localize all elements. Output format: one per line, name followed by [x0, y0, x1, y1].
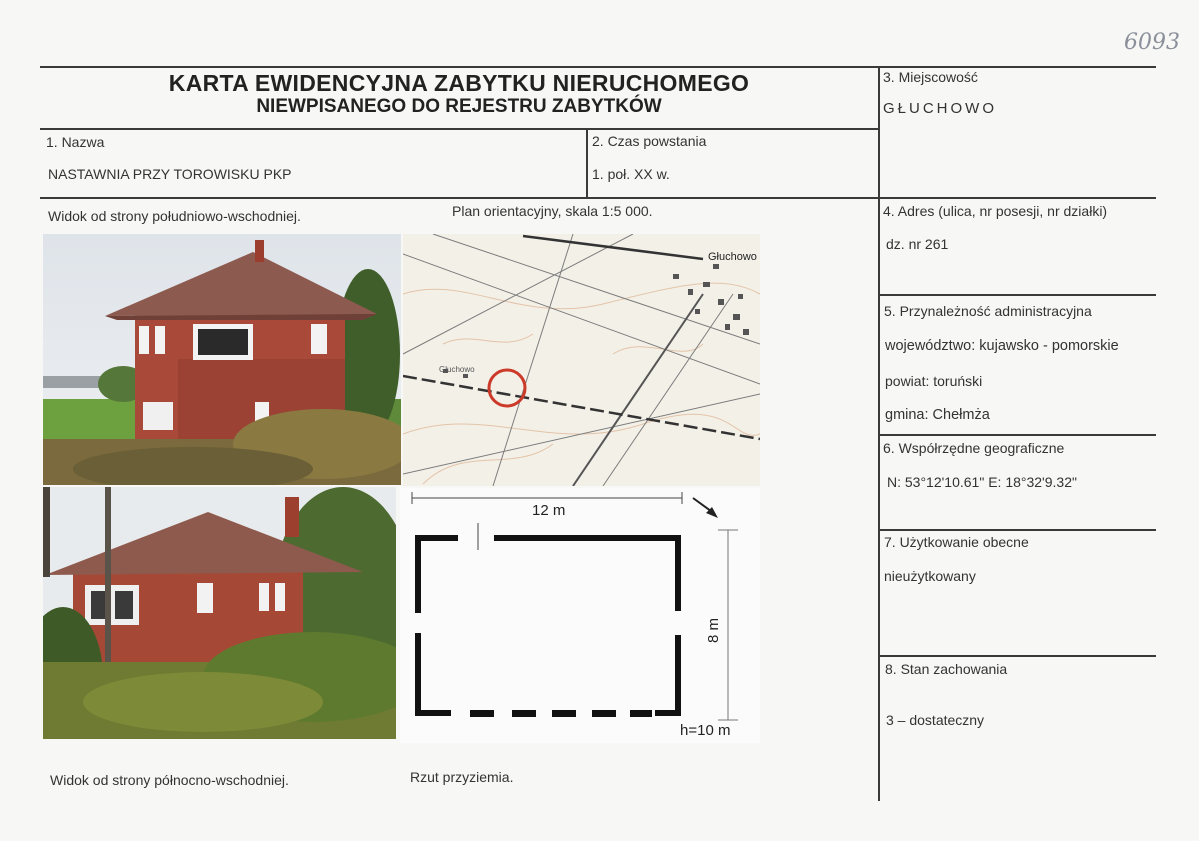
admin-label: 5. Przynależność administracyjna — [884, 303, 1092, 319]
width-dimension-label: 12 m — [532, 502, 566, 519]
condition-value: 3 – dostateczny — [886, 712, 985, 728]
municipality-value: gmina: Chełmża — [885, 407, 990, 423]
county-value: powiat: toruński — [885, 373, 983, 389]
row1-bottom-line — [40, 197, 1156, 199]
coordinates-label: 6. Współrzędne geograficzne — [883, 440, 1065, 456]
date-label: 2. Czas powstania — [592, 133, 707, 149]
signal-box-photo-2 — [43, 487, 396, 739]
frame-top-line — [40, 66, 1156, 68]
map-caption: Plan orientacyjny, skala 1:5 000. — [452, 203, 653, 219]
floor-plan-drawing — [400, 488, 760, 743]
right-line-8 — [879, 655, 1156, 657]
date-value: 1. poł. XX w. — [592, 166, 670, 182]
locality-label: 3. Miejscowość — [883, 69, 978, 85]
right-column-divider — [878, 66, 880, 801]
topographic-map — [403, 234, 760, 486]
plan-caption: Rzut przyziemia. — [410, 769, 514, 785]
condition-label: 8. Stan zachowania — [885, 661, 1008, 677]
depth-dimension-label: 8 m — [705, 617, 722, 643]
map-town-label: Głuchowo — [708, 251, 757, 263]
orientation-map — [403, 234, 760, 486]
height-label: h=10 m — [680, 722, 731, 739]
row1-divider — [586, 128, 588, 197]
signal-box-photo-1 — [43, 234, 401, 485]
usage-label: 7. Użytkowanie obecne — [884, 534, 1029, 550]
coordinates-value: N: 53°12'10.61" E: 18°32'9.32" — [887, 474, 1077, 490]
address-value: dz. nr 261 — [886, 236, 949, 252]
handwritten-number: 6093 — [1124, 30, 1180, 55]
photo-north-east-view — [43, 487, 396, 739]
address-label: 4. Adres (ulica, nr posesji, nr działki) — [883, 203, 1108, 219]
photo-bottom-caption: Widok od strony północno-wschodniej. — [50, 772, 289, 788]
usage-value: nieużytkowany — [884, 568, 976, 584]
photo-top-caption: Widok od strony południowo-wschodniej. — [48, 208, 301, 224]
card-title: KARTA EWIDENCYJNA ZABYTKU NIERUCHOMEGO — [168, 70, 750, 96]
right-line-5 — [879, 294, 1156, 296]
name-label: 1. Nazwa — [46, 134, 105, 150]
voivodeship-value: województwo: kujawsko - pomorskie — [885, 338, 1119, 354]
card-subtitle: NIEWPISANEGO DO REJESTRU ZABYTKÓW — [256, 96, 662, 117]
photo-south-east-view — [43, 234, 401, 485]
right-line-6 — [879, 434, 1156, 436]
right-line-7 — [879, 529, 1156, 531]
locality-value: GŁUCHOWO — [883, 100, 997, 117]
map-place-label: Głuchowo — [439, 365, 475, 374]
name-value: NASTAWNIA PRZY TOROWISKU PKP — [48, 166, 292, 182]
ground-floor-plan — [400, 488, 760, 743]
header-bottom-line — [40, 128, 878, 130]
